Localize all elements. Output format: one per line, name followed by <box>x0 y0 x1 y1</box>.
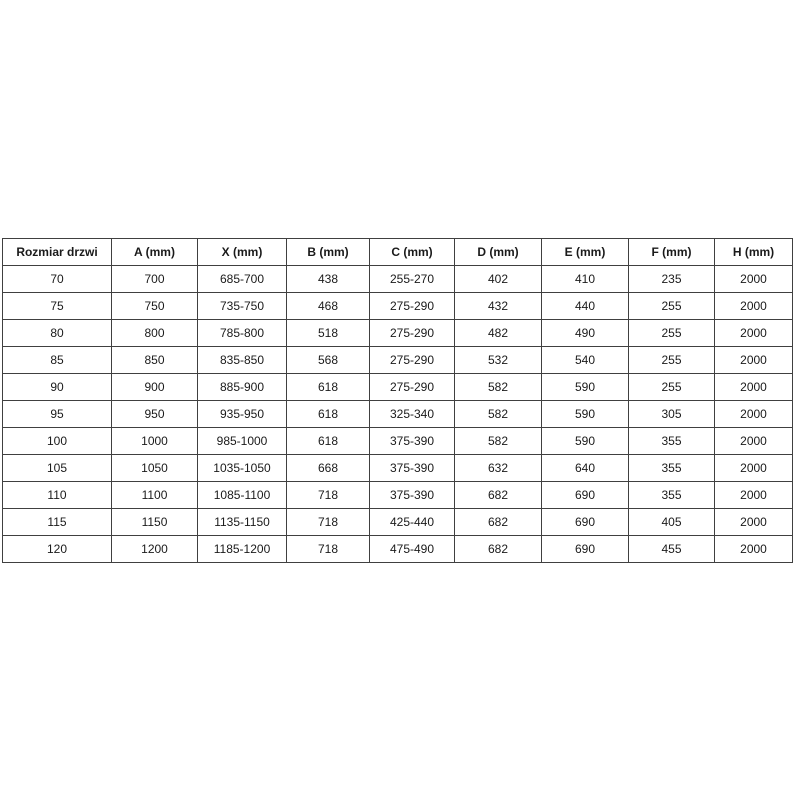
table-cell: 115 <box>3 509 112 536</box>
table-cell: 325-340 <box>370 401 455 428</box>
table-cell: 2000 <box>715 428 793 455</box>
table-cell: 105 <box>3 455 112 482</box>
header-row <box>3 239 793 266</box>
table-cell: 432 <box>455 293 542 320</box>
table-cell: 690 <box>542 536 629 563</box>
table-cell: 305 <box>629 401 715 428</box>
table-cell: 255 <box>629 293 715 320</box>
table-cell: 718 <box>287 509 370 536</box>
table-cell: 85 <box>3 347 112 374</box>
table-cell: 540 <box>542 347 629 374</box>
table-row <box>3 401 793 428</box>
table-cell: 690 <box>542 509 629 536</box>
column-header: H (mm) <box>715 239 793 266</box>
table-cell: 582 <box>455 401 542 428</box>
table-cell: 275-290 <box>370 374 455 401</box>
table-cell: 632 <box>455 455 542 482</box>
table-cell: 2000 <box>715 266 793 293</box>
table-cell: 110 <box>3 482 112 509</box>
table-cell: 405 <box>629 509 715 536</box>
table-cell: 1000 <box>112 428 198 455</box>
table-cell: 518 <box>287 320 370 347</box>
table-cell: 402 <box>455 266 542 293</box>
table-cell: 2000 <box>715 455 793 482</box>
table-cell: 355 <box>629 428 715 455</box>
table-cell: 582 <box>455 428 542 455</box>
table-row <box>3 320 793 347</box>
table-cell: 885-900 <box>198 374 287 401</box>
table-cell: 235 <box>629 266 715 293</box>
table-row <box>3 482 793 509</box>
table-cell: 682 <box>455 482 542 509</box>
column-header: A (mm) <box>112 239 198 266</box>
table-cell: 850 <box>112 347 198 374</box>
column-header: B (mm) <box>287 239 370 266</box>
table-cell: 1135-1150 <box>198 509 287 536</box>
table-cell: 618 <box>287 401 370 428</box>
column-header: F (mm) <box>629 239 715 266</box>
table-cell: 618 <box>287 374 370 401</box>
table-cell: 425-440 <box>370 509 455 536</box>
table-cell: 410 <box>542 266 629 293</box>
table-cell: 582 <box>455 374 542 401</box>
table-cell: 935-950 <box>198 401 287 428</box>
table-cell: 682 <box>455 509 542 536</box>
table-body <box>3 266 793 563</box>
table-cell: 618 <box>287 428 370 455</box>
table-cell: 95 <box>3 401 112 428</box>
table-cell: 718 <box>287 536 370 563</box>
table-cell: 590 <box>542 401 629 428</box>
table-cell: 800 <box>112 320 198 347</box>
table-cell: 700 <box>112 266 198 293</box>
table-cell: 275-290 <box>370 347 455 374</box>
table-cell: 2000 <box>715 482 793 509</box>
table-cell: 532 <box>455 347 542 374</box>
table-cell: 455 <box>629 536 715 563</box>
table-cell: 355 <box>629 455 715 482</box>
table-cell: 682 <box>455 536 542 563</box>
table-cell: 718 <box>287 482 370 509</box>
table-cell: 355 <box>629 482 715 509</box>
table-cell: 735-750 <box>198 293 287 320</box>
table-cell: 1050 <box>112 455 198 482</box>
table-cell: 2000 <box>715 320 793 347</box>
table-row <box>3 266 793 293</box>
table-cell: 475-490 <box>370 536 455 563</box>
table-cell: 750 <box>112 293 198 320</box>
table-row <box>3 347 793 374</box>
table-cell: 568 <box>287 347 370 374</box>
table-cell: 1150 <box>112 509 198 536</box>
table-cell: 255 <box>629 320 715 347</box>
table-cell: 1085-1100 <box>198 482 287 509</box>
table-cell: 590 <box>542 374 629 401</box>
table-cell: 2000 <box>715 401 793 428</box>
table-row <box>3 293 793 320</box>
table-cell: 80 <box>3 320 112 347</box>
table-row <box>3 455 793 482</box>
table-cell: 70 <box>3 266 112 293</box>
column-header: E (mm) <box>542 239 629 266</box>
table-cell: 375-390 <box>370 428 455 455</box>
table-cell: 438 <box>287 266 370 293</box>
table-cell: 100 <box>3 428 112 455</box>
table-cell: 2000 <box>715 509 793 536</box>
table-row <box>3 374 793 401</box>
door-size-table <box>2 238 793 563</box>
table-cell: 120 <box>3 536 112 563</box>
table-cell: 590 <box>542 428 629 455</box>
table-cell: 255 <box>629 374 715 401</box>
table-cell: 1100 <box>112 482 198 509</box>
table-cell: 900 <box>112 374 198 401</box>
table-cell: 835-850 <box>198 347 287 374</box>
column-header: Rozmiar drzwi <box>3 239 112 266</box>
table-cell: 440 <box>542 293 629 320</box>
table-cell: 2000 <box>715 293 793 320</box>
table-cell: 482 <box>455 320 542 347</box>
table-cell: 2000 <box>715 347 793 374</box>
column-header: X (mm) <box>198 239 287 266</box>
table-cell: 685-700 <box>198 266 287 293</box>
table-cell: 90 <box>3 374 112 401</box>
table-cell: 1200 <box>112 536 198 563</box>
table-row <box>3 536 793 563</box>
table-cell: 255-270 <box>370 266 455 293</box>
table-cell: 2000 <box>715 374 793 401</box>
table-cell: 668 <box>287 455 370 482</box>
table-cell: 985-1000 <box>198 428 287 455</box>
table-cell: 950 <box>112 401 198 428</box>
table-cell: 1035-1050 <box>198 455 287 482</box>
table-cell: 690 <box>542 482 629 509</box>
table-cell: 490 <box>542 320 629 347</box>
table-cell: 375-390 <box>370 455 455 482</box>
column-header: D (mm) <box>455 239 542 266</box>
table-cell: 640 <box>542 455 629 482</box>
table-cell: 2000 <box>715 536 793 563</box>
table-cell: 785-800 <box>198 320 287 347</box>
table-cell: 275-290 <box>370 320 455 347</box>
table-cell: 75 <box>3 293 112 320</box>
table-cell: 255 <box>629 347 715 374</box>
table-cell: 375-390 <box>370 482 455 509</box>
table-cell: 275-290 <box>370 293 455 320</box>
table-cell: 1185-1200 <box>198 536 287 563</box>
table-row <box>3 428 793 455</box>
column-header: C (mm) <box>370 239 455 266</box>
table-cell: 468 <box>287 293 370 320</box>
table-row <box>3 509 793 536</box>
